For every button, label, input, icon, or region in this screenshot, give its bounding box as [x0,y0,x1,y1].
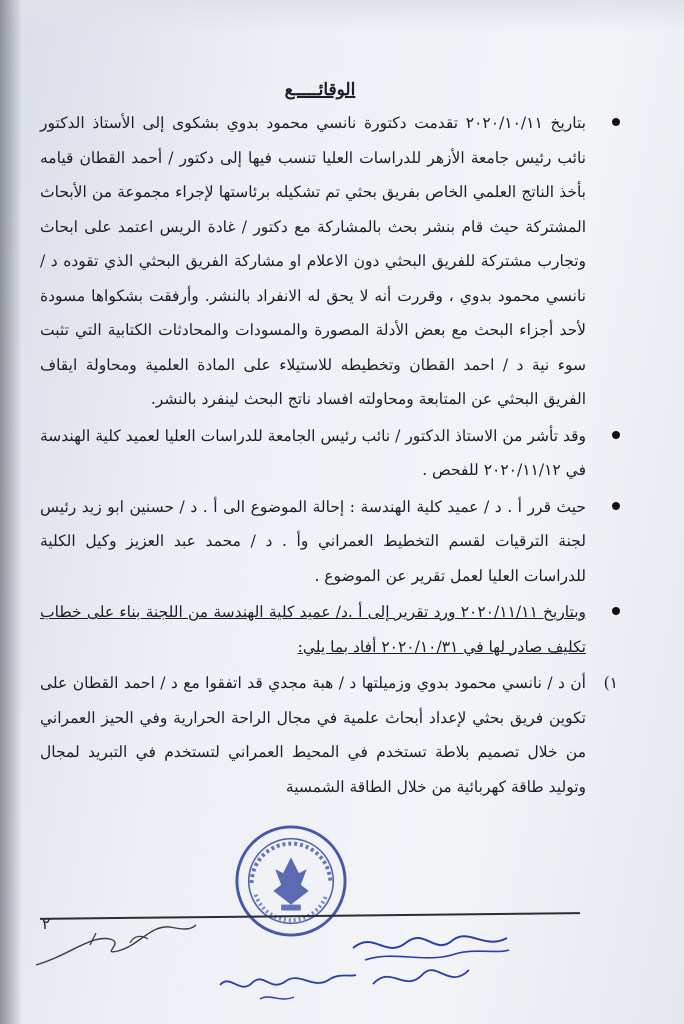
numbered-item-1 [40,666,618,804]
document-body [40,80,618,806]
signature-bottom-left [210,955,360,1010]
paper-fold-shade [0,0,684,32]
paper-edge-shadow [0,0,22,1024]
signature-left [30,905,200,975]
page-number: ٢ [42,915,51,933]
bullet-icon [612,607,620,615]
paragraph-dean-decision [40,490,600,594]
paragraph-committee-report [40,595,600,664]
paragraph-referral [40,419,600,488]
paragraph-complaint [40,106,600,417]
paragraph-text: وقد تأشر من الاستاذ الدكتور / نائب رئيس الجامعة للدراسات العليا لعميد كلية الهندسة في ٢٠٢٠/١١/١٢ للفحص . [40,426,586,479]
signature-bottom-right [365,950,475,1000]
item-text: أن د / نانسي محمود بدوي وزميلتها د / هبة مجدي قد اتفقوا مع د / احمد القطان على تكوين فريق بحثي لإعداد أبحاث علمية في مجال الراحة الحرارية وفي الحيز العمراني من خلال تصميم بلاطة تستخدم في المحيط العمراني لتستخدم في التبريد لمجال وتوليد طاقة كهربائية من خلال الطاقة الشمسية [40,674,586,796]
paragraph-text: بتاريخ ٢٠٢٠/١٠/١١ تقدمت دكتورة نانسي محمود بدوي بشكوى إلى الأستاذ الدكتور نائب رئيس جامعة الأزهر للدراسات العليا تنسب فيها إلى دكتور / أحمد القطان قيامه بأخذ الناتج العلمي الخاص بفريق بحثي تم تشكيله برئاستها لإجراء مجموعة من الأبحاث المشتركة حيث قام بنشر بحث بالمشاركة مع دكتور / غادة الريس اعتمد على ابحاث وتجارب مشتركة للفريق البحثي دون الاعلام او مشاركة الفريق البحثي الذي تقوده د / نانسي محمود بدوي ، وقررت أنه لا يحق له الانفراد بالنشر. وأرفقت بشكواها مسودة لأحد أجزاء البحث مع بعض الأدلة المصورة والمسودات والمحادثات الكتابية التي تثبت سوء نية د / احمد القطان وتخطيطه للاستيلاء على المادة العلمية ومحاولة ايقاف الفريق البحثي عن المتابعة ومحاولته افساد ناتج البحث لينفرد بالنشر. [40,114,586,408]
paragraph-text: وبتاريخ ٢٠٢٠/١١/١١ ورد تقرير إلى أ .د/ عميد كلية الهندسة من اللجنة بناء على خطاب تكليف صادر لها في ٢٠٢٠/١٠/٣١ أفاد بما يلي: [40,603,586,656]
document-title: الوقائـــــع [284,80,356,100]
bullet-icon [612,118,620,126]
paragraph-text: حيث قرر أ . د / عميد كلية الهندسة : إحالة الموضوع الى أ . د / حسنين ابو زيد رئيس لجنة الترقيات لقسم التخطيط العمراني وأ . د / محمد عبد العزيز وكيل الكلية للدراسات العليا لعمل تقرير عن الموضوع . [40,497,586,585]
bullet-icon [612,431,620,439]
official-seal-stamp [232,822,350,940]
item-number: ١) [603,674,618,692]
bullet-icon [612,502,620,510]
